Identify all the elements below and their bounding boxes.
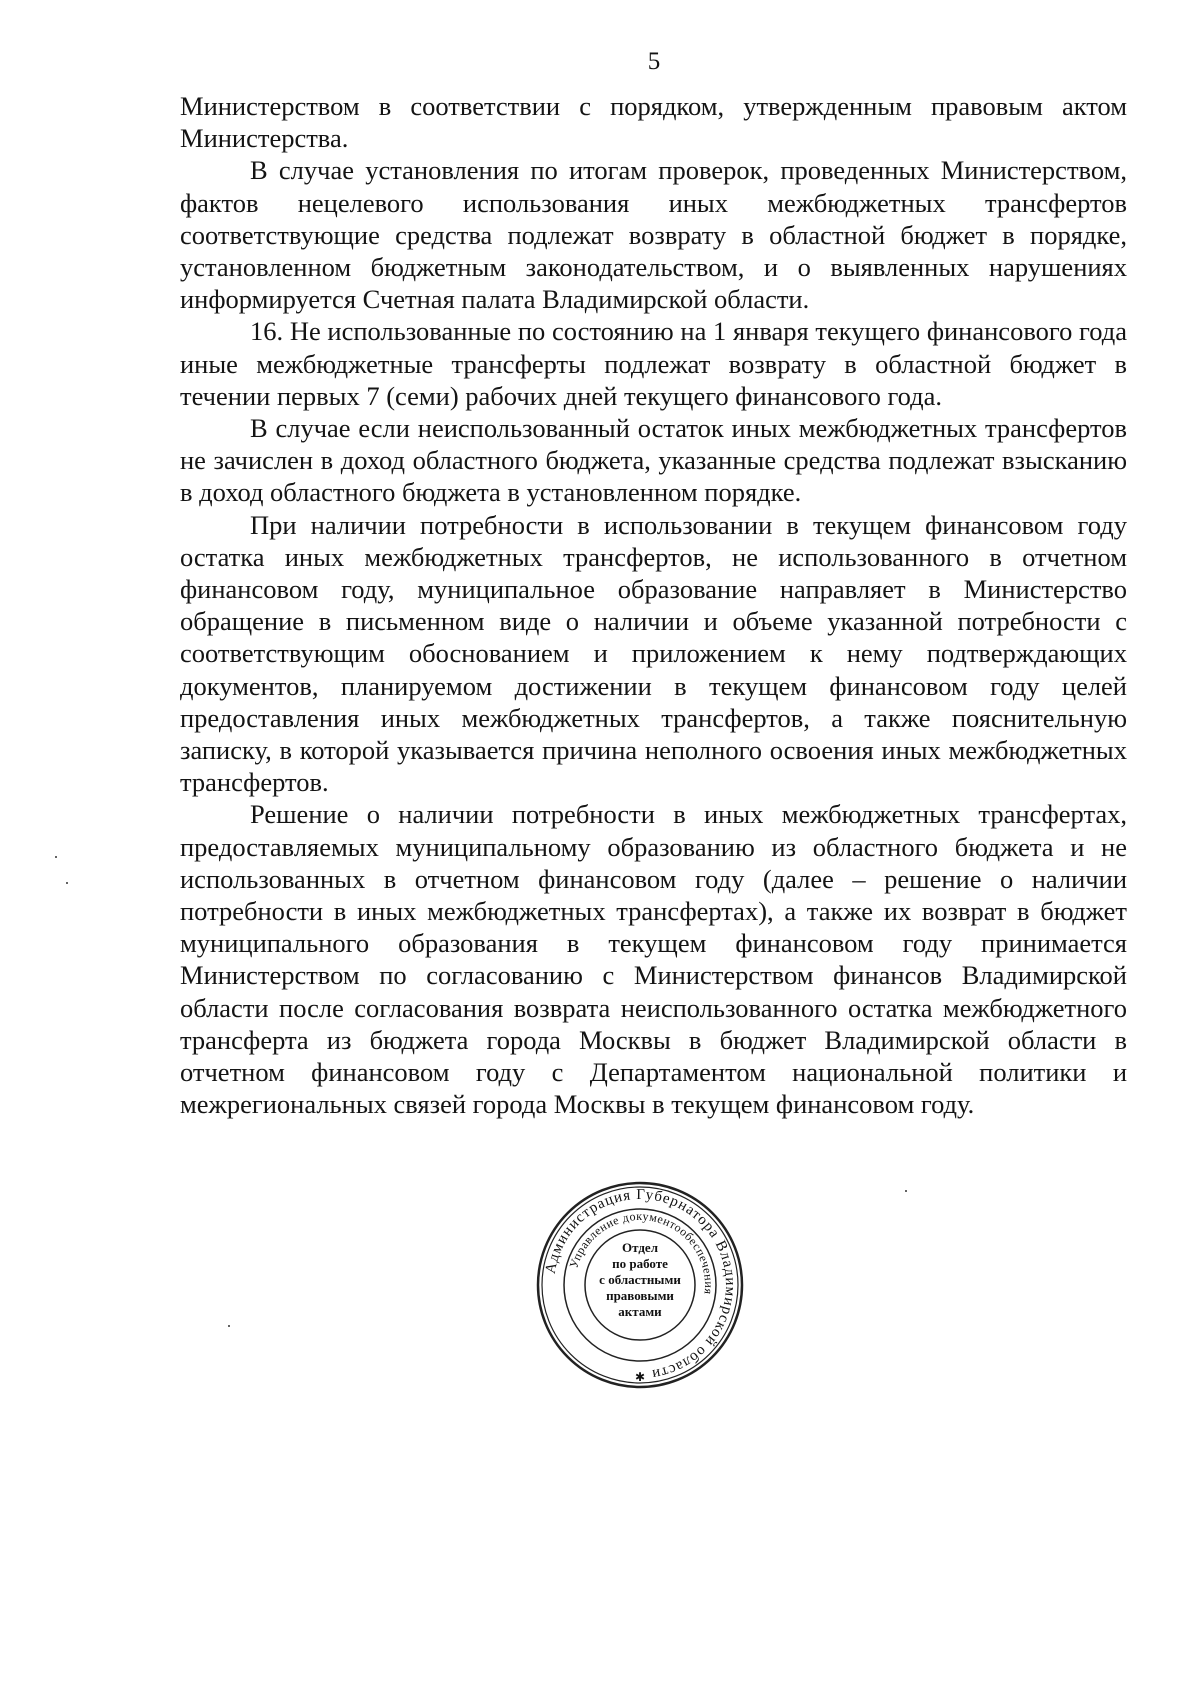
paragraph-16-return: 16. Не использованные по состоянию на 1 января текущего финансового года иные межбюджетные трансферты подлежат возврату в областной бюджет в течении первых 7 (семи) рабочих дней текущего финансового года. (180, 316, 1127, 411)
seal-center-line: Отдел (622, 1240, 658, 1255)
seal-star-icon: ✱ (634, 1370, 646, 1384)
seal-center-line: правовыми (606, 1288, 674, 1303)
scan-speck (55, 856, 57, 858)
paragraph-decision: Решение о наличии потребности в иных межбюджетных трансфертах, предоставляемых муниципальному образованию из областного бюджета и не использованных в отчетном финансовом году (далее – решение о наличии потребности в иных межбюджетных трансфертах), а также их возврат в бюджет муниципального образования в текущем финансовом году принимается Министерством по согласованию с Министерством финансов Владимирской области после согласования возврата неиспользованного остатка межбюджетного трансферта из бюджета города Москвы в бюджет Владимирской области в отчетном финансовом году с Департаментом национальной политики и межрегиональных связей города Москвы в текущем финансовом году. (180, 799, 1127, 1120)
scan-speck (228, 1325, 230, 1327)
official-seal-stamp (535, 1180, 745, 1390)
paragraph-recovery: В случае если неиспользованный остаток иных межбюджетных трансфертов не зачислен в доход областного бюджета, указанные средства подлежат взысканию в доход областного бюджета в установленном порядке. (180, 413, 1127, 508)
paragraph-continuation: Министерством в соответствии с порядком, утвержденным правовым актом Министерства. (180, 91, 1127, 154)
document-body (180, 90, 1127, 1121)
seal-center-line: по работе (612, 1256, 668, 1271)
scan-speck (66, 882, 68, 884)
paragraph-need-request: При наличии потребности в использовании в текущем финансовом году остатка иных межбюджетных трансфертов, не использованного в отчетном финансовом году, муниципальное образование направляет в Министерство обращение в письменном виде о наличии и объеме указанной потребности с соответствующим обоснованием и приложением к нему подтверждающих документов, планируемом достижении в текущем финансовом году целей предоставления иных межбюджетных трансфертов, а также пояснительную записку, в которой указывается причина неполного освоения иных межбюджетных трансфертов. (180, 509, 1127, 798)
page-number: 5 (647, 48, 661, 75)
seal-outer-text: Администрация Губернатора Владимирской области (542, 1186, 739, 1383)
paragraph-violations: В случае установления по итогам проверок, проведенных Министерством, фактов нецелевого использования иных межбюджетных трансфертов соответствующие средства подлежат возврату в областной бюджет в порядке, установленном бюджетным законодательством, и о выявленных нарушениях информируется Счетная палата Владимирской области. (180, 155, 1127, 315)
seal-inner-text: Управление документообеспечения (566, 1208, 717, 1296)
scan-speck (905, 1190, 907, 1192)
seal-center-line: с областными (599, 1272, 681, 1287)
seal-center-line: актами (618, 1304, 662, 1319)
seal-center-text (535, 1240, 745, 1320)
